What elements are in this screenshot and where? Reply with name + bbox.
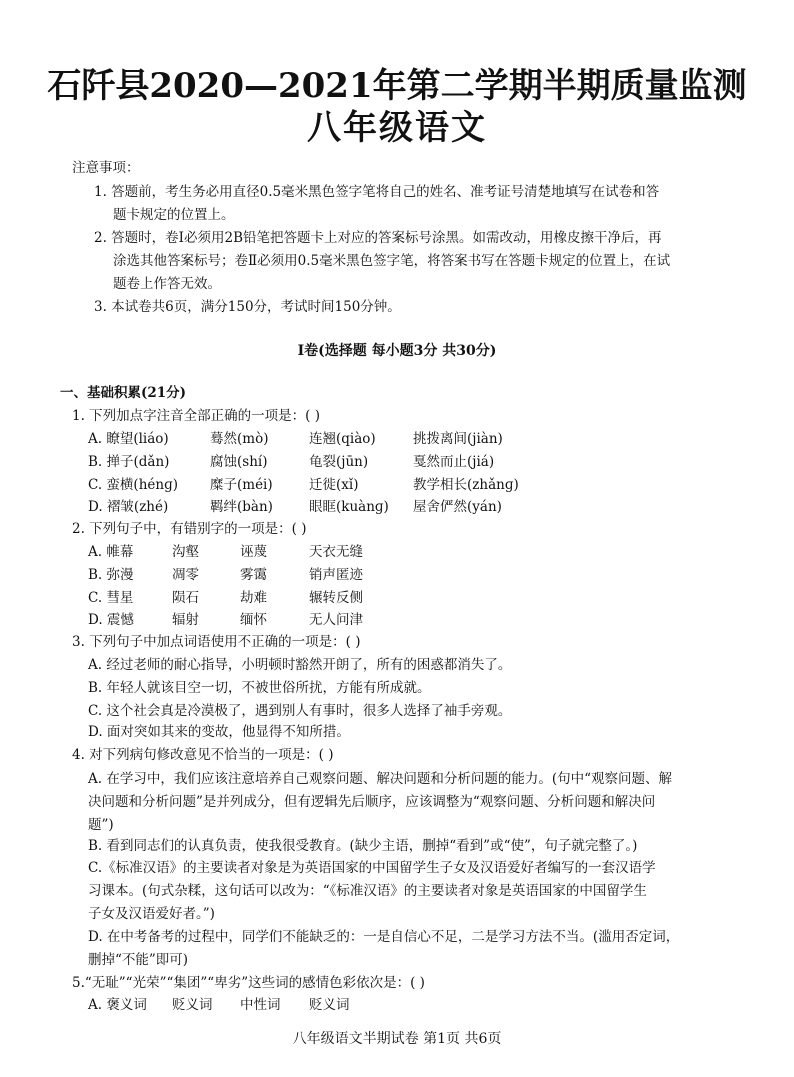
q1-option-b2: 腐蚀(shí): [210, 454, 268, 470]
page-footer: 八年级语文半期试卷 第1页 共6页: [292, 1031, 502, 1047]
q1-option-c1: C. 蛮横(hénɡ): [88, 477, 178, 493]
q5-option-1: A. 褒义词: [88, 997, 147, 1013]
q1-option-c2: 糜子(méi): [210, 477, 273, 493]
q4-line: 决问题和分析问题”是并列成分，但有逻辑先后顺序，应该调整为“观察问题、分析问题和解决问: [88, 794, 656, 810]
q4-line: B. 看到同志们的认真负责，使我很受教育。(缺少主语，删掉“看到”或“使”，句子就完整了。): [88, 838, 638, 854]
q2-option-a1: A. 帷幕: [88, 544, 134, 560]
q2-option-a4: 天衣无缝: [309, 544, 363, 560]
notice-line: 3. 本试卷共6页，满分150分，考试时间150分钟。: [94, 299, 401, 315]
q1-option-a1: A. 瞭望(liáo): [88, 431, 169, 447]
q1-option-a4: 挑拨离间(jiàn): [413, 431, 503, 447]
q2-option-d4: 无人问津: [309, 612, 363, 628]
q1-option-b1: B. 掸子(dǎn): [88, 454, 170, 470]
q2-option-d3: 缅怀: [240, 612, 267, 628]
q5-option-4: 贬义词: [309, 997, 350, 1013]
notice-line: 涂选其他答案标号；卷Ⅱ必须用0.5毫米黑色签字笔，将答案书写在答题卡规定的位置上，在试: [113, 253, 671, 269]
q2-option-b1: B. 弥漫: [88, 567, 134, 583]
notice-line: 题卷上作答无效。: [113, 276, 221, 292]
q3-option-b: B. 年轻人就该目空一切，不被世俗所扰，方能有所成就。: [88, 680, 431, 696]
exam-subtitle: 八年级语文: [307, 108, 487, 148]
q4-line: 题”): [88, 817, 114, 833]
q4-line: A. 在学习中，我们应该注意培养自己观察问题、解决问题和分析问题的能力。(句中“观察问题、解: [88, 771, 672, 787]
notice-heading: 注意事项：: [72, 160, 140, 176]
q1-option-b4: 戛然而止(jiá): [413, 454, 495, 470]
question-1: 1. 下列加点字注音全部正确的一项是：( ): [72, 408, 320, 424]
q2-option-d1: D. 震憾: [88, 612, 134, 628]
q1-option-c4: 教学相长(zhǎnɡ): [413, 477, 519, 493]
q2-option-b2: 凋零: [172, 567, 199, 583]
q5-option-2: 贬义词: [172, 997, 213, 1013]
q4-line: C.《标准汉语》的主要读者对象是为英语国家的中国留学生子女及汉语爱好者编写的一套汉语学: [88, 860, 656, 876]
section-heading: Ⅰ卷(选择题 每小题3分 共30分): [297, 343, 497, 359]
q4-line: 习课本。(句式杂糅，这句话可以改为：“《标准汉语》的主要读者对象是英语国家的中国留学生: [88, 883, 647, 899]
q4-line: 子女及汉语爱好者。”): [88, 906, 215, 922]
part-heading: 一、基础积累(21分): [60, 385, 187, 401]
q4-line: D. 在中考备考的过程中，同学们不能缺乏的：一是自信心不足，二是学习方法不当。(滥用否定词，: [88, 929, 680, 945]
q3-option-c: C. 这个社会真是冷漠极了，遇到别人有事时，很多人选择了袖手旁观。: [88, 703, 512, 719]
q3-option-a: A. 经过老师的耐心指导，小明顿时豁然开朗了，所有的困惑都消失了。: [88, 657, 512, 673]
q2-option-c2: 陨石: [172, 590, 199, 606]
q2-option-a3: 诬蔑: [240, 544, 267, 560]
q1-option-d3: 眼眶(kuànɡ): [309, 499, 389, 515]
q1-option-a3: 连翘(qiào): [309, 431, 376, 447]
q2-option-d2: 辐射: [172, 612, 199, 628]
notice-line: 1. 答题前，考生务必用直径0.5毫米黑色签字笔将自己的姓名、准考证号清楚地填写在试卷和答: [94, 184, 660, 200]
q2-option-c3: 劫难: [240, 590, 267, 606]
notice-line: 题卡规定的位置上。: [113, 207, 235, 223]
question-2: 2. 下列句子中，有错别字的一项是：( ): [72, 521, 307, 537]
q5-option-3: 中性词: [240, 997, 281, 1013]
q2-option-b4: 销声匿迹: [309, 567, 363, 583]
notice-line: 2. 答题时，卷Ⅰ必须用2B铅笔把答题卡上对应的答案标号涂黑。如需改动，用橡皮擦干净后，再: [94, 230, 662, 246]
q4-line: 删掉“不能”即可): [88, 952, 189, 968]
question-3: 3. 下列句子中加点词语使用不正确的一项是：( ): [72, 634, 361, 650]
exam-title: 石阡县2020—2021年第二学期半期质量监测: [47, 66, 747, 106]
q2-option-c1: C. 彗星: [88, 590, 134, 606]
q1-option-b3: 龟裂(jūn): [309, 454, 369, 470]
q1-option-d2: 羁绊(bàn): [210, 499, 273, 515]
q2-option-c4: 辗转反侧: [309, 590, 363, 606]
q1-option-d4: 屋舍俨然(yán): [413, 499, 502, 515]
q1-option-a2: 蓦然(mò): [210, 431, 269, 447]
q2-option-a2: 沟壑: [172, 544, 199, 560]
q2-option-b3: 雾霭: [240, 567, 267, 583]
q1-option-d1: D. 褶皱(zhé): [88, 499, 169, 515]
question-4: 4. 对下列病句修改意见不恰当的一项是：( ): [72, 747, 334, 763]
q3-option-d: D. 面对突如其来的变故，他显得不知所措。: [88, 724, 350, 740]
q1-option-c3: 迁徙(xǐ): [309, 477, 359, 493]
question-5: 5.“无耻”“光荣”“集团”“卑劣”这些词的感情色彩依次是：( ): [72, 975, 425, 991]
